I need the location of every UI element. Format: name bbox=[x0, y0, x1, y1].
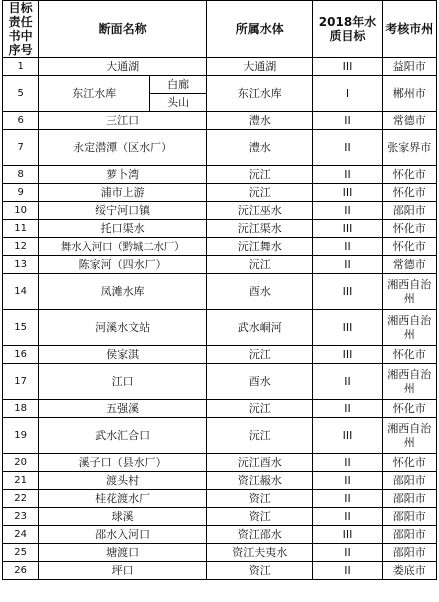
row-city: 怀化市 bbox=[382, 220, 436, 238]
row-target: II bbox=[313, 256, 382, 274]
row-section: 舞水入河口（黔城二水厂） bbox=[39, 238, 207, 256]
row-water: 东江水库 bbox=[206, 76, 313, 112]
row-water: 武水峒河 bbox=[206, 310, 313, 346]
row-target: II bbox=[313, 112, 382, 130]
row-no: 10 bbox=[3, 202, 39, 220]
row-city: 邵阳市 bbox=[382, 544, 436, 562]
row-section: 江口 bbox=[39, 364, 207, 400]
row-target: II bbox=[313, 454, 382, 472]
row-water: 资江 bbox=[206, 508, 313, 526]
row-city: 湘西自治州 bbox=[382, 274, 436, 310]
row-target: II bbox=[313, 202, 382, 220]
row-water: 资江 bbox=[206, 562, 313, 580]
row-target: III bbox=[313, 274, 382, 310]
row-no: 18 bbox=[3, 400, 39, 418]
row-water: 沅江巫水 bbox=[206, 202, 313, 220]
row-city: 怀化市 bbox=[382, 238, 436, 256]
table-row bbox=[3, 76, 437, 94]
row-no: 17 bbox=[3, 364, 39, 400]
row-city: 怀化市 bbox=[382, 166, 436, 184]
row-section: 塘渡口 bbox=[39, 544, 207, 562]
header-row bbox=[3, 1, 437, 58]
row-target: III bbox=[313, 184, 382, 202]
row-no: 13 bbox=[3, 256, 39, 274]
row-no: 11 bbox=[3, 220, 39, 238]
row-section: 球溪 bbox=[39, 508, 207, 526]
row-section: 渡头村 bbox=[39, 472, 207, 490]
row-city: 怀化市 bbox=[382, 454, 436, 472]
table-row bbox=[3, 508, 437, 526]
row-target: III bbox=[313, 418, 382, 454]
row-water: 澧水 bbox=[206, 130, 313, 166]
table-row bbox=[3, 310, 437, 346]
row-section: 邵水入河口 bbox=[39, 526, 207, 544]
row-target: II bbox=[313, 130, 382, 166]
row-section: 浦市上游 bbox=[39, 184, 207, 202]
row-section: 三江口 bbox=[39, 112, 207, 130]
row-no: 21 bbox=[3, 472, 39, 490]
row-water: 酉水 bbox=[206, 364, 313, 400]
row-city: 怀化市 bbox=[382, 346, 436, 364]
table-row bbox=[3, 490, 437, 508]
row-water: 大通湖 bbox=[206, 58, 313, 76]
row-section: 绥宁河口镇 bbox=[39, 202, 207, 220]
row-city: 常德市 bbox=[382, 112, 436, 130]
table-row bbox=[3, 58, 437, 76]
row-water: 资江邵水 bbox=[206, 526, 313, 544]
row-no: 26 bbox=[3, 562, 39, 580]
row-target: III bbox=[313, 526, 382, 544]
row-no: 20 bbox=[3, 454, 39, 472]
table-row bbox=[3, 526, 437, 544]
row-section: 溪子口（县水厂） bbox=[39, 454, 207, 472]
table-row bbox=[3, 274, 437, 310]
row-city: 湘西自治州 bbox=[382, 310, 436, 346]
table-row bbox=[3, 256, 437, 274]
row-target: II bbox=[313, 544, 382, 562]
row-no: 19 bbox=[3, 418, 39, 454]
row-no: 25 bbox=[3, 544, 39, 562]
header-water: 所属水体 bbox=[206, 1, 313, 58]
row-no: 12 bbox=[3, 238, 39, 256]
row-water: 沅江 bbox=[206, 184, 313, 202]
header-section: 断面名称 bbox=[39, 1, 207, 58]
table-row bbox=[3, 112, 437, 130]
table-row bbox=[3, 418, 437, 454]
row-target: II bbox=[313, 508, 382, 526]
row-no: 24 bbox=[3, 526, 39, 544]
row-target: II bbox=[313, 562, 382, 580]
row-no: 8 bbox=[3, 166, 39, 184]
row-no: 15 bbox=[3, 310, 39, 346]
row-no: 16 bbox=[3, 346, 39, 364]
row-subsection: 白廊 bbox=[150, 76, 207, 94]
row-water: 沅江酉水 bbox=[206, 454, 313, 472]
row-section: 五强溪 bbox=[39, 400, 207, 418]
row-water: 澧水 bbox=[206, 112, 313, 130]
row-water: 资江夫夷水 bbox=[206, 544, 313, 562]
row-city: 怀化市 bbox=[382, 400, 436, 418]
table-row bbox=[3, 202, 437, 220]
row-water: 酉水 bbox=[206, 274, 313, 310]
row-section: 凤滩水库 bbox=[39, 274, 207, 310]
row-city: 郴州市 bbox=[382, 76, 436, 112]
table-row bbox=[3, 166, 437, 184]
row-city: 邵阳市 bbox=[382, 526, 436, 544]
row-section: 侯家淇 bbox=[39, 346, 207, 364]
row-no: 22 bbox=[3, 490, 39, 508]
row-target: II bbox=[313, 490, 382, 508]
row-water: 沅江 bbox=[206, 418, 313, 454]
row-section: 河溪水文站 bbox=[39, 310, 207, 346]
table-row bbox=[3, 130, 437, 166]
row-water: 资江 bbox=[206, 490, 313, 508]
table-row bbox=[3, 400, 437, 418]
row-city: 娄底市 bbox=[382, 562, 436, 580]
row-section: 桂花渡水厂 bbox=[39, 490, 207, 508]
row-target: II bbox=[313, 472, 382, 490]
row-no: 9 bbox=[3, 184, 39, 202]
row-section: 陈家河（四水厂） bbox=[39, 256, 207, 274]
row-no: 23 bbox=[3, 508, 39, 526]
row-no: 14 bbox=[3, 274, 39, 310]
row-section: 坪口 bbox=[39, 562, 207, 580]
row-target: II bbox=[313, 364, 382, 400]
row-target: III bbox=[313, 58, 382, 76]
row-city: 湘西自治州 bbox=[382, 418, 436, 454]
row-water: 沅江舞水 bbox=[206, 238, 313, 256]
row-target: I bbox=[313, 76, 382, 112]
row-water: 沅江 bbox=[206, 256, 313, 274]
table-row bbox=[3, 346, 437, 364]
row-no: 1 bbox=[3, 58, 39, 76]
header-no: 目标责任书中序号 bbox=[3, 1, 39, 58]
row-city: 邵阳市 bbox=[382, 202, 436, 220]
row-no: 6 bbox=[3, 112, 39, 130]
row-target: II bbox=[313, 238, 382, 256]
row-city: 常德市 bbox=[382, 256, 436, 274]
row-city: 邵阳市 bbox=[382, 472, 436, 490]
table-row bbox=[3, 454, 437, 472]
row-target: III bbox=[313, 310, 382, 346]
row-city: 湘西自治州 bbox=[382, 364, 436, 400]
row-section: 东江水库 bbox=[39, 76, 150, 112]
table-row bbox=[3, 238, 437, 256]
row-water: 沅江 bbox=[206, 346, 313, 364]
row-target: II bbox=[313, 400, 382, 418]
table-row bbox=[3, 184, 437, 202]
header-city: 考核市州 bbox=[382, 1, 436, 58]
row-no: 7 bbox=[3, 130, 39, 166]
row-target: II bbox=[313, 166, 382, 184]
table-row bbox=[3, 544, 437, 562]
row-section: 萝卜湾 bbox=[39, 166, 207, 184]
row-city: 张家界市 bbox=[382, 130, 436, 166]
header-target: 2018年水质目标 bbox=[313, 1, 382, 58]
row-city: 益阳市 bbox=[382, 58, 436, 76]
table-row bbox=[3, 364, 437, 400]
table-row bbox=[3, 472, 437, 490]
row-section: 大通湖 bbox=[39, 58, 207, 76]
row-section: 永定潜潭（区水厂） bbox=[39, 130, 207, 166]
water-quality-table bbox=[2, 0, 437, 580]
row-water: 沅江 bbox=[206, 400, 313, 418]
row-city: 邵阳市 bbox=[382, 490, 436, 508]
row-water: 沅江 bbox=[206, 166, 313, 184]
row-target: III bbox=[313, 220, 382, 238]
row-no: 5 bbox=[3, 76, 39, 112]
row-section: 托口渠水 bbox=[39, 220, 207, 238]
row-water: 沅江渠水 bbox=[206, 220, 313, 238]
row-city: 邵阳市 bbox=[382, 508, 436, 526]
row-target: III bbox=[313, 346, 382, 364]
row-section: 武水汇合口 bbox=[39, 418, 207, 454]
table-row bbox=[3, 220, 437, 238]
table-row bbox=[3, 562, 437, 580]
row-water: 资江赧水 bbox=[206, 472, 313, 490]
row-city: 怀化市 bbox=[382, 184, 436, 202]
row-subsection: 头山 bbox=[150, 94, 207, 112]
